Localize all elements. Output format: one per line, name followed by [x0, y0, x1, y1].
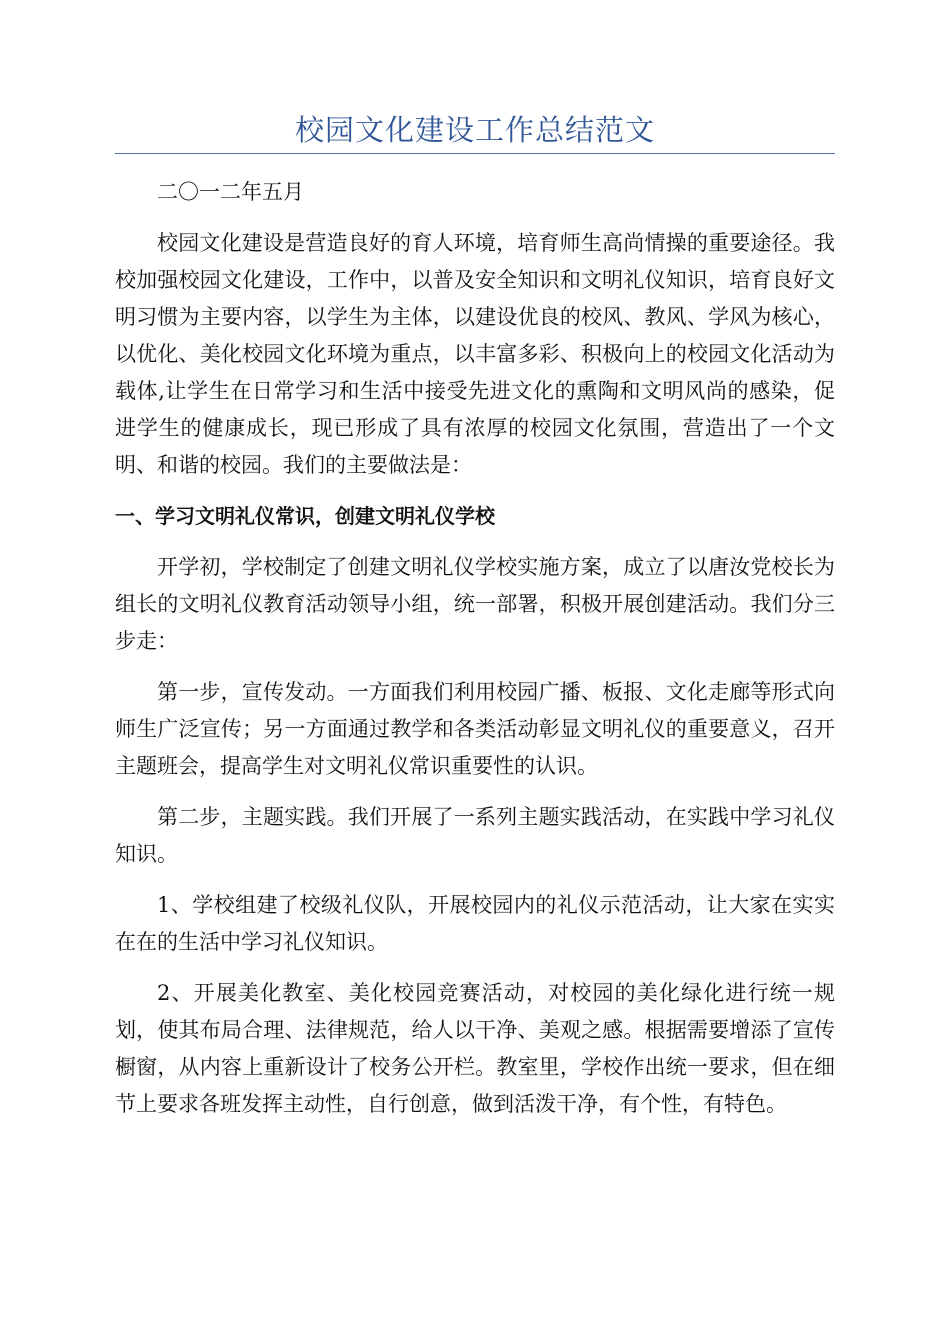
- title-underline: [115, 153, 835, 154]
- document-body: [115, 174, 835, 1137]
- section-paragraph-3: 第二步，主题实践。我们开展了一系列主题实践活动，在实践中学习礼仪知识。: [115, 805, 835, 866]
- section-heading: 一、学习文明礼仪常识，创建文明礼仪学校: [115, 504, 495, 528]
- section-paragraph-1: 开学初，学校制定了创建文明礼仪学校实施方案，成立了以唐汝党校长为组长的文明礼仪教育活动领导小组，统一部署，积极开展创建活动。我们分三步走：: [115, 555, 835, 653]
- document-title: 校园文化建设工作总结范文: [294, 113, 655, 147]
- document-date: 二〇一二年五月: [157, 180, 304, 204]
- section-paragraph-4: 1、学校组建了校级礼仪队，开展校园内的礼仪示范活动，让大家在实实在在的生活中学习礼仪知识。: [115, 893, 835, 954]
- section-paragraph-2: 第一步，宣传发动。一方面我们利用校园广播、板报、文化走廊等形式向师生广泛宣传；另一方面通过教学和各类活动彰显文明礼仪的重要意义，召开主题班会，提高学生对文明礼仪常识重要性的认识。: [115, 680, 835, 778]
- intro-paragraph: 校园文化建设是营造良好的育人环境，培育师生高尚情操的重要途径。我校加强校园文化建设，工作中，以普及安全知识和文明礼仪知识，培育良好文明习惯为主要内容，以学生为主体，以建设优良的校风、教风、学风为核心，以优化、美化校园文化环境为重点，以丰富多彩、积极向上的校园文化活动为载体,让学生在日常学习和生活中接受先进文化的熏陶和文明风尚的感染，促进学生的健康成长，现已形成了具有浓厚的校园文化氛围，营造出了一个文明、和谐的校园。我们的主要做法是：: [115, 231, 835, 477]
- section-paragraph-5: 2、开展美化教室、美化校园竞赛活动，对校园的美化绿化进行统一规划，使其布局合理、法律规范，给人以干净、美观之感。根据需要增添了宣传橱窗，从内容上重新设计了校务公开栏。教室里，学校作出统一要求，但在细节上要求各班发挥主动性，自行创意，做到活泼干净，有个性，有特色。: [115, 981, 835, 1116]
